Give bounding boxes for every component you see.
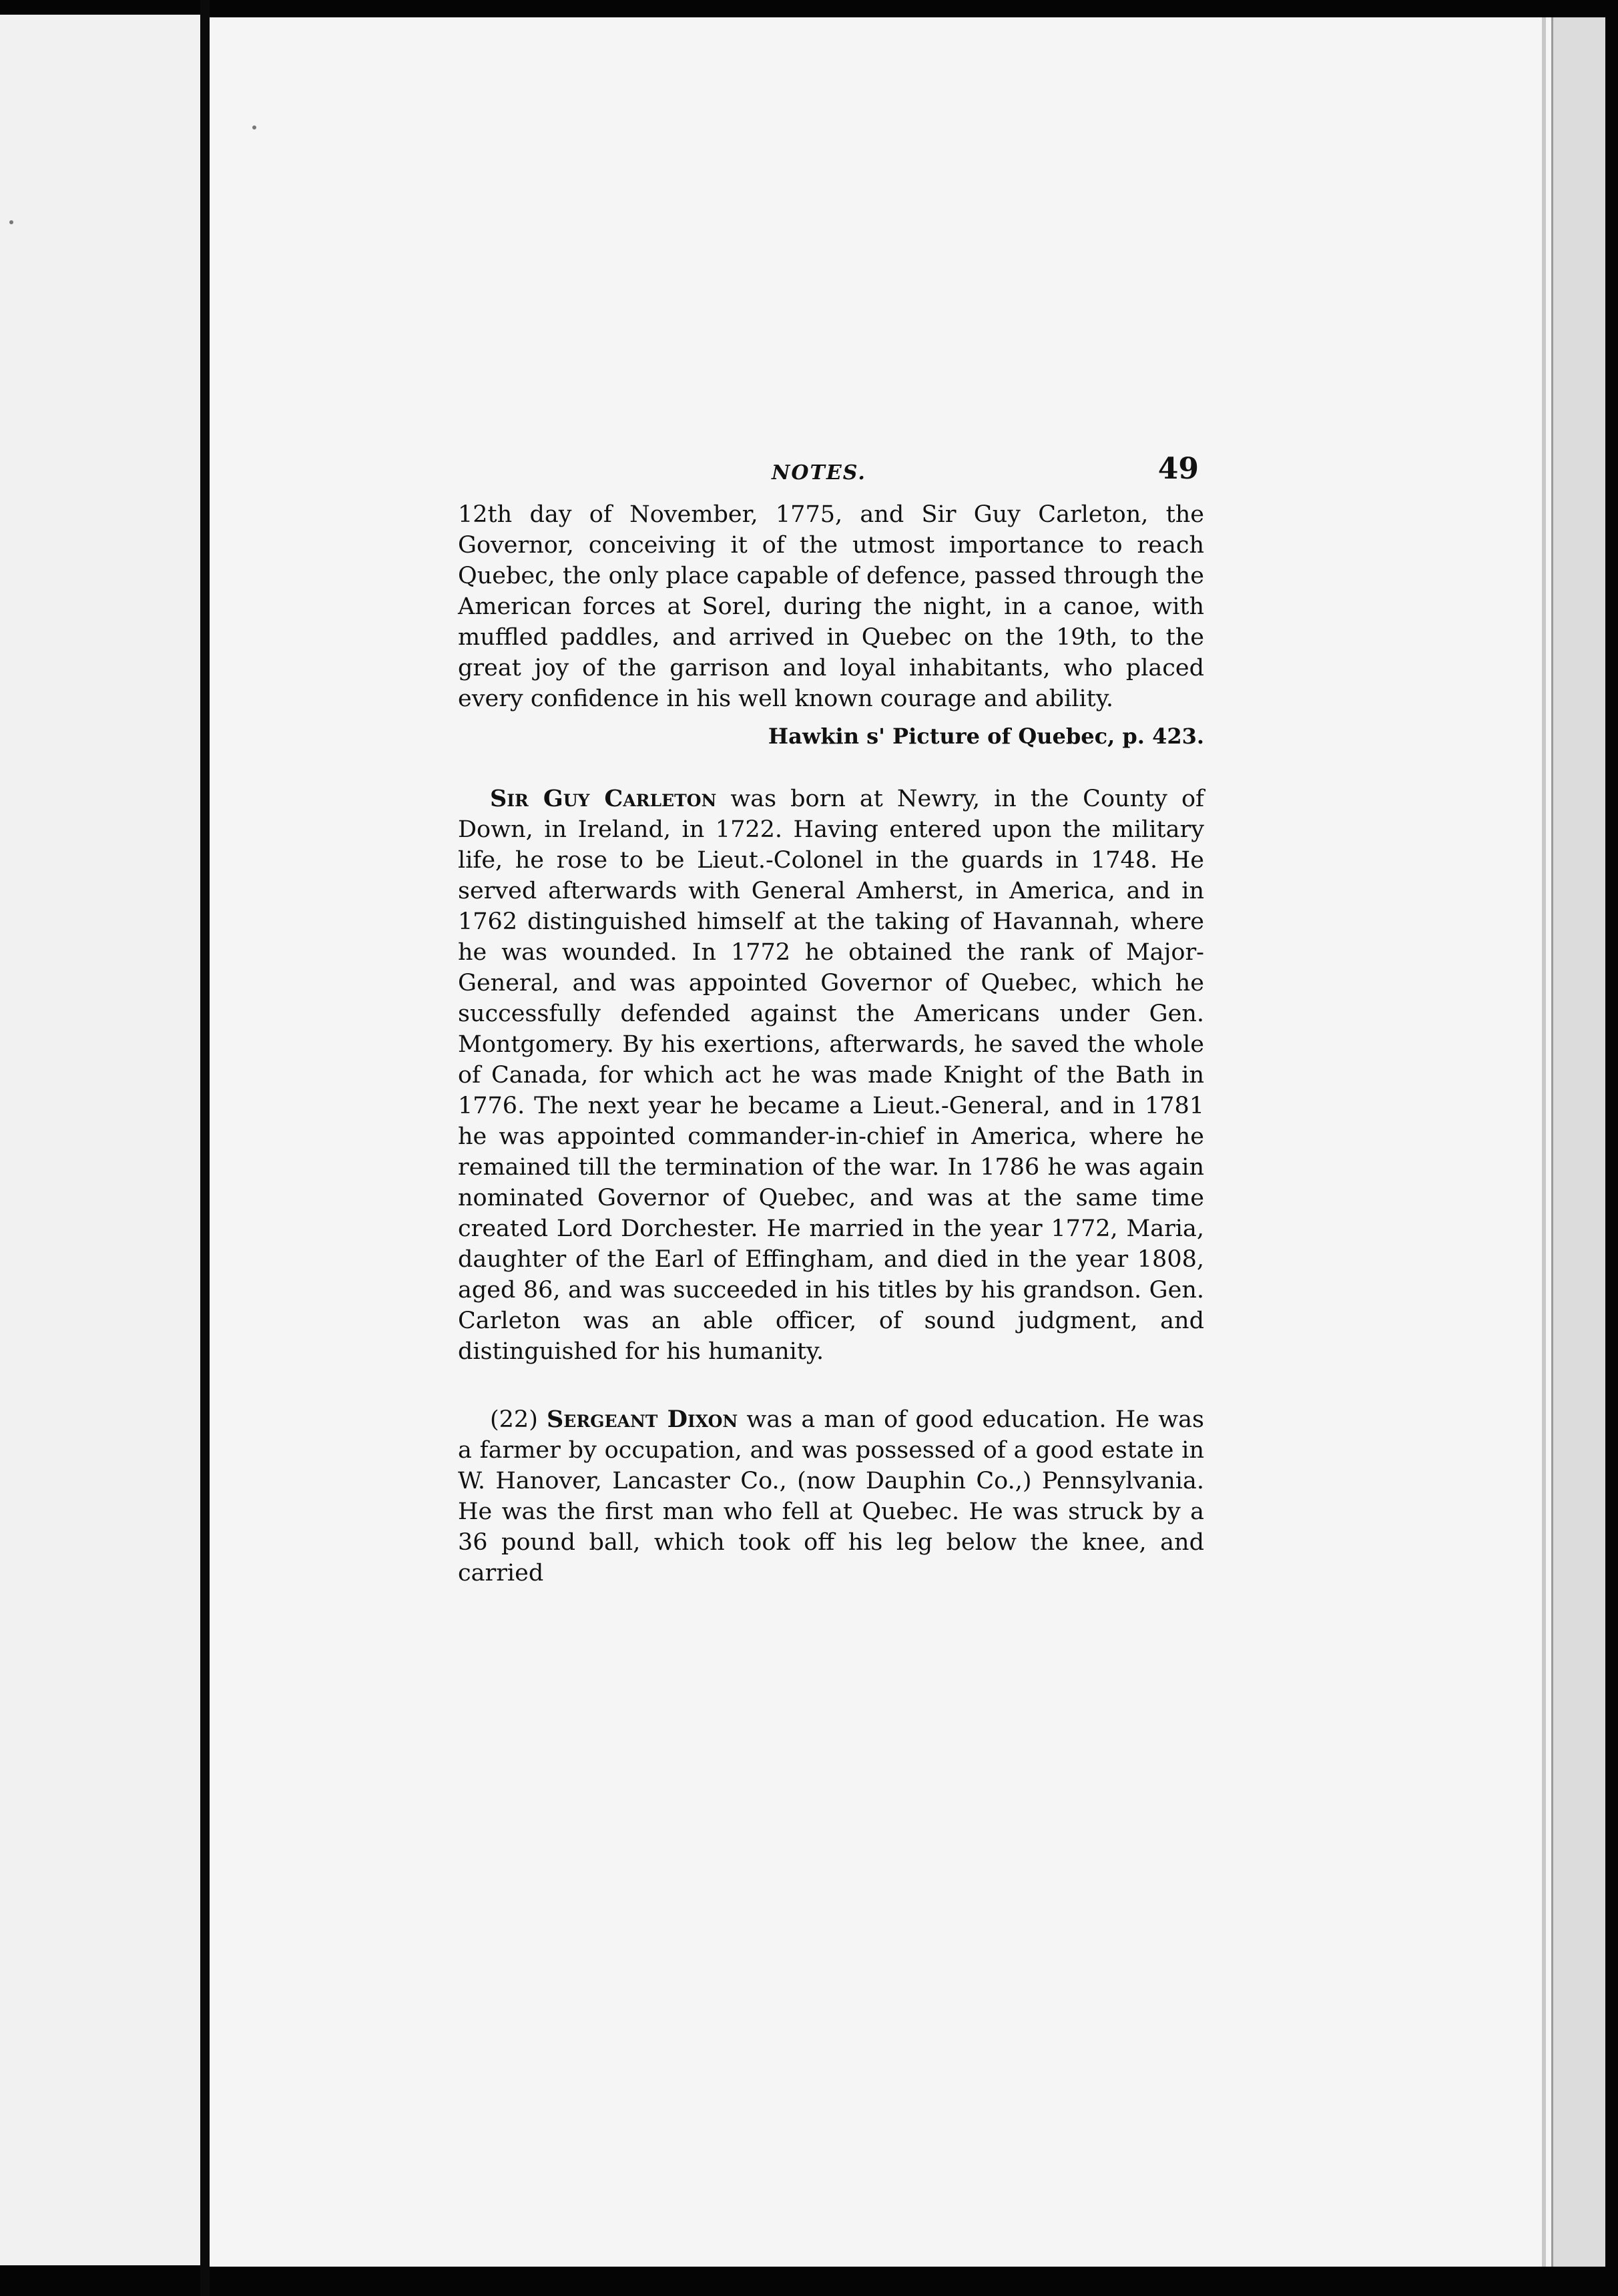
dixon-note-text: was a man of good education. He was a farmer by occupation, and was possessed of a good estate in W. Hanover, Lancaster Co., (now Dauphin Co.,) Pennsylvania. He was the first man who fell at Quebec. He was struck by a 36 pound ball, which took off his leg below the knee, and carried bbox=[458, 1406, 1204, 1587]
page-text-block bbox=[458, 454, 1204, 1589]
page-edge-shadow bbox=[1542, 17, 1546, 2267]
carleton-note-text: was born at Newry, in the County of Down, in Ireland, in 1722. Having entered upon the military life, he rose to be Lieut.-Colonel in the guards in 1748. He served afterwards with General Amherst, in America, and in 1762 distinguished himself at the taking of Havannah, where he was wounded. In 1772 he obtained the rank of Major-General, and was appointed Governor of Quebec, which he successfully defended against the Americans under Gen. Montgomery. By his exertions, afterwards, he saved the whole of Canada, for which act he was made Knight of the Bath in 1776. The next year he became a Lieut.-General, and in 1781 he was appointed commander-in-chief in America, where he remained till the termination of the war. In 1786 he was again nominated Governor of Quebec, and was at the same time created Lord Dorchester. He married in the year 1772, Maria, daughter of the Earl of Effingham, and died in the year 1808, aged 86, and was succeeded in his titles by his grandson. Gen. Carleton was an able officer, of sound judgment, and distinguished for his humanity. bbox=[458, 786, 1204, 1365]
dixon-note-number: (22) bbox=[490, 1406, 538, 1433]
page-number: 49 bbox=[1157, 452, 1199, 486]
page-edge bbox=[1551, 17, 1605, 2267]
book-gutter bbox=[200, 0, 210, 2296]
continuation-paragraph: 12th day of November, 1775, and Sir Guy Carleton, the Governor, conceiving it of the utmost importance to reach Quebec, the only place capable of defence, passed through the American forces at Sorel, during the night, in a canoe, with muffled paddles, and arrived in Quebec on the 19th, to the great joy of the garrison and loyal inhabitants, who placed every confidence in his well known courage and ability. bbox=[458, 501, 1204, 712]
dixon-name: Sergeant Dixon bbox=[547, 1406, 738, 1433]
carleton-name: Sir Guy Carleton bbox=[490, 785, 717, 812]
citation: Hawkin s' Picture of Quebec, p. 423. bbox=[768, 724, 1204, 749]
previous-page-edge bbox=[0, 15, 200, 2265]
running-head-title: NOTES. bbox=[772, 461, 866, 485]
dust-speck bbox=[252, 125, 256, 129]
running-head bbox=[458, 454, 1204, 499]
dust-speck bbox=[9, 220, 13, 224]
carleton-note-paragraph bbox=[458, 784, 1204, 1367]
dixon-note-paragraph bbox=[458, 1404, 1204, 1589]
